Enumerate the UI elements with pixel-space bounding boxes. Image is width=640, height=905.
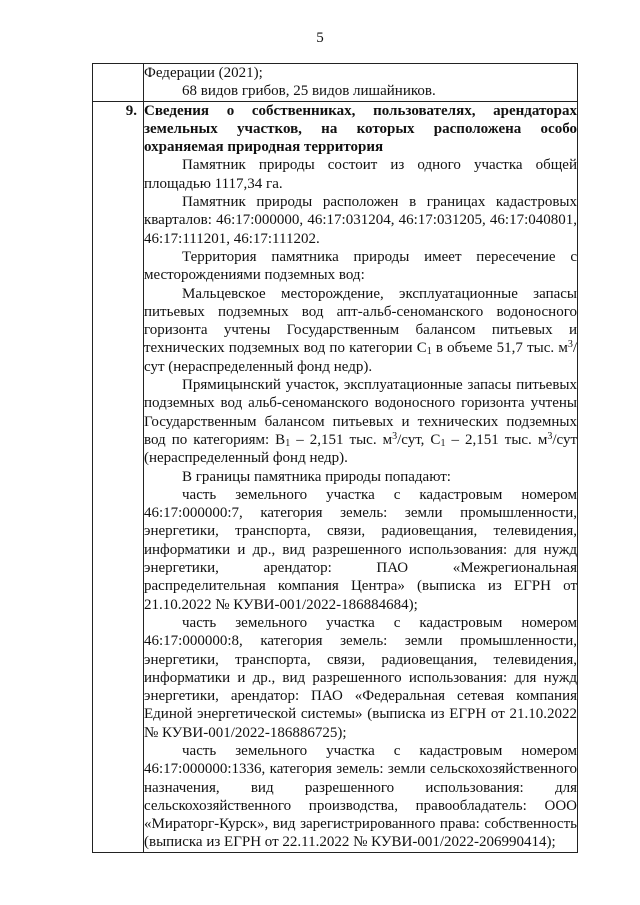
paragraph <box>144 376 577 467</box>
subscript: 1 <box>440 437 446 449</box>
paragraph: Памятник природы состоит из одного участка общей площадью 1117,34 га. <box>144 157 577 192</box>
text-run: Мальцевское месторождение, эксплуатационные запасы питьевых подземных вод апт-альб-сеноманского водоносного горизонта учтены Государственным балансом питьевых и технических подземных вод по категории С <box>144 285 577 357</box>
page-number: 5 <box>316 30 324 46</box>
paragraph: часть земельного участка с кадастровым номером 46:17:000000:8, категория земель: земли промышленности, энергетики, транспорта, связи, радиовещания, телевидения, информатики и др., вид разрешенного использования: для нужд энергетики, арендатор: ПАО «Федеральная сетевая компания Единой энергетической системы» (выписка из ЕГРН от 21.10.2022 № КУВИ-001/2022-186886725); <box>144 614 577 741</box>
row-content-cell <box>144 101 578 852</box>
continued-text-line: Федерации (2021); <box>144 65 263 81</box>
document-table <box>92 63 578 853</box>
row-number-cell <box>93 101 144 852</box>
paragraph: Памятник природы расположен в границах кадастровых кварталов: 46:17:000000, 46:17:031204, 46:17:031205, 46:17:040801, 46:17:111201, 46:17:111202. <box>144 194 577 247</box>
text-run: /сут (нераспределенный фонд недр). <box>144 340 577 375</box>
paragraph: Территория памятника природы имеет пересечение с месторождениями подземных вод: <box>144 248 577 284</box>
superscript: 3 <box>392 430 398 442</box>
subscript: 1 <box>285 437 291 449</box>
text-run: /сут, С <box>397 431 441 448</box>
superscript: 3 <box>567 339 573 351</box>
row-number-cell <box>93 64 144 102</box>
continued-text-line: 68 видов грибов, 25 видов лишайников. <box>182 83 436 100</box>
text-run: – 2,151 тыс. м <box>445 431 548 448</box>
paragraph: часть земельного участка с кадастровым номером 46:17:000000:1336, категория земель: земли сельскохозяйственного назначения, вид разрешенного использования: для сельскохозяйственного производства, правообладатель: ООО «Мираторг-Курск», вид зарегистрированного права: собственность (выписка из ЕГРН от 22.11.2022 № КУВИ-001/2022-206990414); <box>144 742 577 851</box>
table-row-9 <box>93 101 578 852</box>
superscript: 3 <box>547 430 553 442</box>
paragraph: В границы памятника природы попадают: <box>182 468 451 485</box>
text-run: в объеме 51,7 тыс. м <box>431 340 568 357</box>
text-run: – 2,151 тыс. м <box>290 431 393 448</box>
subscript: 1 <box>426 346 432 358</box>
paragraph: часть земельного участка с кадастровым номером 46:17:000000:7, категория земель: земли промышленности, энергетики, транспорта, связи, радиовещания, телевидения, информатики и др., вид разрешенного использования: для нужд энергетики, арендатор: ПАО «Межрегиональная распределительная компания Центра» (выписка из ЕГРН от 21.10.2022 № КУВИ-001/2022-186884684); <box>144 486 577 613</box>
section-heading: Сведения о собственниках, пользователях, арендаторах земельных участков, на которых расположена особо охраняемая природная территория <box>144 102 577 156</box>
paragraph <box>144 285 577 376</box>
table-row-continued <box>93 64 578 102</box>
text-run: Прямицынский участок, эксплуатационные запасы питьевых подземных вод альб-сеноманского водоносного горизонта учтены Государственным балансом питьевых и технических подземных вод по категориям: В <box>144 377 577 448</box>
row-number: 9. <box>125 102 137 119</box>
text-run: /сут (нераспределенный фонд недр). <box>144 431 578 467</box>
row-content-cell <box>144 64 578 102</box>
